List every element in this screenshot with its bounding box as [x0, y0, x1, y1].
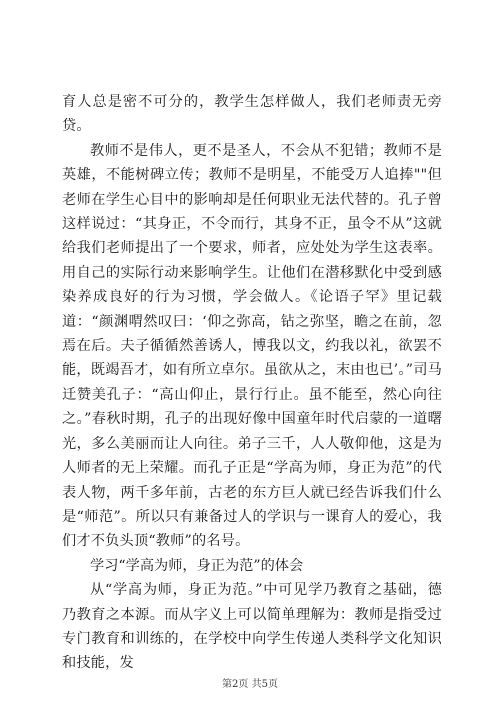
paragraph-closing: 从“学高为师，身正为范。”中可见学乃教育之基础，德乃教育之本源。而从字义上可以简单理解为：教师是指受过专门教育和训练的，在学校中向学生传递人类科学文化知识和技能，发 [62, 582, 442, 672]
paragraph-teacher-role: 教师不是伟人，更不是圣人，不会从不犯错；教师不是英雄，不能树碑立传；教师不是明星，不能受万人追捧""但老师在学生心目中的影响却是任何职业无法代替的。孔子曾这样说过：“其身正，不令而行，其身不正，虽令不从”这就给我们老师提出了一个要求，师者，应处处为学生这表率。用自己的实际行动来影响学生。让他们在潜移默化中受到感染养成良好的行为习惯，学会做人。《论语子罕》里记载道：“颜渊喟然叹曰：‘仰之弥高，钻之弥坚，瞻之在前，忽焉在后。夫子循循然善诱人，博我以文，约我以礼，欲罢不能，既竭吾才，如有所立卓尔。虽欲从之，末由也已’。”司马迁赞美孔子：“高山仰止，景行行止。虽不能至，然心向往之。”春秋时期，孔子的出现好像中国童年时代启蒙的一道曙光，多么美丽而让人向往。弟子三千，人人敬仰他，这是为人师者的无上荣耀。而孔子正是“学高为师，身正为范”的代表人物，两千多年前，古老的东方巨人就已经告诉我们什么是“师范”。所以只有兼备过人的学识与一课育人的爱心，我们才不负头顶“教师”的名号。 [62, 142, 442, 550]
page-number-footer: 第2页 共5页 [222, 679, 278, 690]
section-heading: 学习“学高为师，身正为范”的体会 [90, 557, 304, 574]
paragraph-continuation: 育人总是密不可分的，教学生怎样做人，我们老师责无旁贷。 [62, 94, 442, 135]
document-body [62, 90, 442, 676]
